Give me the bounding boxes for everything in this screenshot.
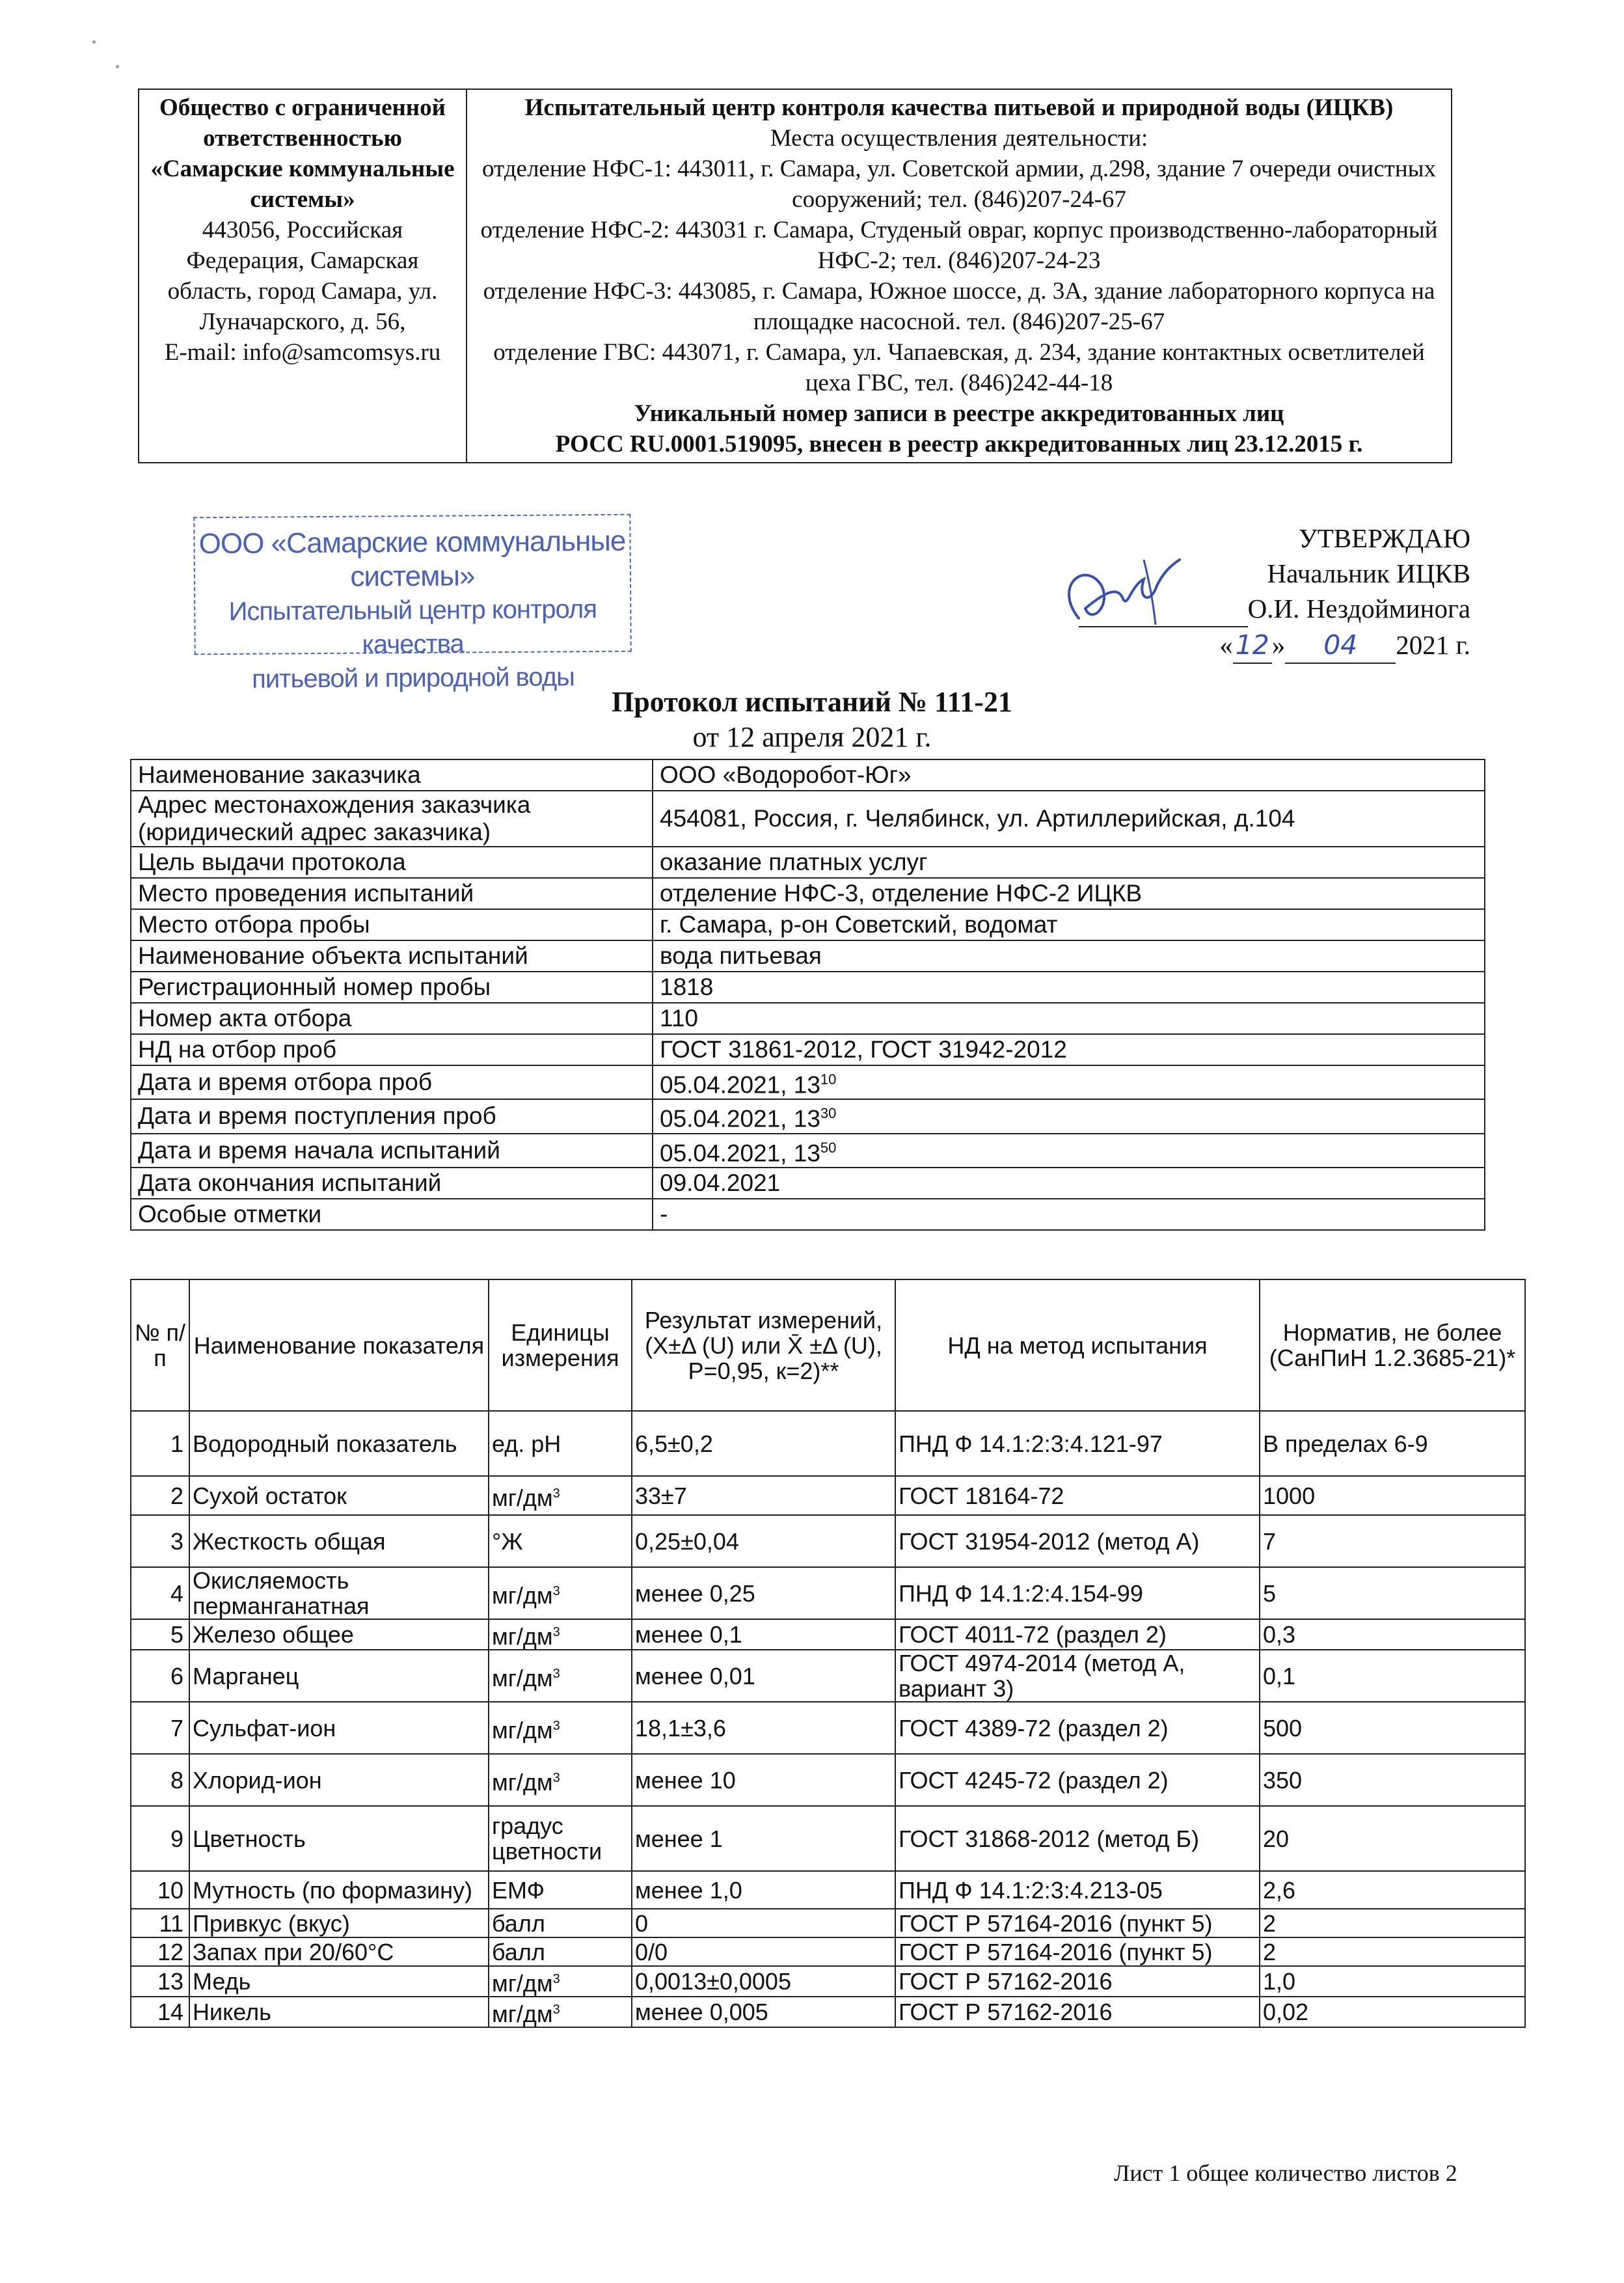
result-method: ГОСТ 31868-2012 (метод Б)	[895, 1806, 1260, 1871]
result-number: 14	[131, 1997, 189, 2027]
result-row	[131, 1754, 1525, 1806]
info-row	[131, 1034, 1485, 1065]
letterhead-table	[138, 89, 1452, 463]
unit-exponent: 3	[552, 1666, 560, 1681]
result-unit: $мг/дм^3$	[489, 1567, 632, 1619]
page-counter: Лист 1 общее количество листов 2	[1114, 2160, 1457, 2186]
stamp-line-3: питьевой и природной воды	[252, 663, 575, 694]
result-indicator: Медь	[189, 1966, 489, 1997]
result-row	[131, 1650, 1525, 1702]
result-unit: балл	[489, 1909, 632, 1937]
col-unit: Единицы измерения	[489, 1279, 632, 1411]
approval-day: 12	[1233, 627, 1272, 664]
result-norm: 0,1	[1260, 1650, 1525, 1702]
protocol-heading	[0, 685, 1624, 755]
result-row	[131, 1966, 1525, 1997]
info-value: вода питьевая	[653, 940, 1485, 972]
info-value: 1818	[653, 972, 1485, 1003]
result-value: менее 1,0	[632, 1871, 895, 1909]
result-row	[131, 1997, 1525, 2027]
registry-value: РОСС RU.0001.519095, внесен в реестр аккредитованных лиц 23.12.2015 г.	[555, 431, 1363, 458]
test-center-title: Испытательный центр контроля качества питьевой и природной воды (ИЦКВ)	[524, 94, 1394, 121]
result-indicator: Марганец	[189, 1650, 489, 1702]
result-value: менее 0,01	[632, 1650, 895, 1702]
result-indicator: Привкус (вкус)	[189, 1909, 489, 1937]
time-minutes: 50	[820, 1139, 837, 1156]
info-row	[131, 972, 1485, 1003]
result-norm: 0,3	[1260, 1619, 1525, 1650]
result-number: 6	[131, 1650, 189, 1702]
result-method: ГОСТ 31954-2012 (метод А)	[895, 1515, 1260, 1567]
result-norm: 2	[1260, 1909, 1525, 1937]
info-label: Адрес местонахождения заказчика (юридический адрес заказчика)	[131, 791, 653, 847]
info-label: Номер акта отбора	[131, 1003, 653, 1034]
result-norm: 5	[1260, 1567, 1525, 1619]
result-method: ГОСТ 4245-72 (раздел 2)	[895, 1754, 1260, 1806]
info-label: Цель выдачи протокола	[131, 847, 653, 878]
result-row	[131, 1515, 1525, 1567]
info-label: Наименование заказчика	[131, 759, 653, 791]
result-row	[131, 1909, 1525, 1937]
result-number: 12	[131, 1937, 189, 1966]
info-value: ООО «Водоробот-Юг»	[653, 759, 1485, 791]
result-row	[131, 1806, 1525, 1871]
result-value: менее 10	[632, 1754, 895, 1806]
result-number: 1	[131, 1411, 189, 1476]
result-method: ГОСТ Р 57164-2016 (пункт 5)	[895, 1937, 1260, 1966]
info-row	[131, 1134, 1485, 1168]
test-center-cell	[467, 89, 1452, 463]
result-value: менее 1	[632, 1806, 895, 1871]
info-label: Особые отметки	[131, 1199, 653, 1230]
test-results-table	[130, 1279, 1526, 2028]
info-label: Регистрационный номер пробы	[131, 972, 653, 1003]
stamp-line-1: ООО «Самарские коммунальные системы»	[198, 525, 626, 593]
result-row	[131, 1476, 1525, 1515]
info-label: Дата и время поступления проб	[131, 1099, 653, 1133]
unit-exponent: 3	[552, 2003, 560, 2017]
result-value: 33±7	[632, 1476, 895, 1515]
info-value: 05.04.2021, $13^{50}$	[653, 1134, 1485, 1168]
info-row	[131, 1199, 1485, 1230]
result-norm: 350	[1260, 1754, 1525, 1806]
col-method: НД на метод испытания	[895, 1279, 1260, 1411]
info-value: 05.04.2021, $13^{10}$	[653, 1065, 1485, 1099]
result-method: ГОСТ Р 57162-2016	[895, 1997, 1260, 2027]
results-header-row	[131, 1279, 1525, 1411]
result-unit: $мг/дм^3$	[489, 1619, 632, 1650]
result-unit: $мг/дм^3$	[489, 1997, 632, 2027]
result-number: 5	[131, 1619, 189, 1650]
department-nfs3: отделение НФС-3: 443085, г. Самара, Южное шоссе, д. 3А, здание лабораторного корпуса на площадке насосной. тел. (846)207-25-67	[483, 278, 1435, 335]
result-row	[131, 1937, 1525, 1966]
stamp-line-2: Испытательный центр контроля качества	[228, 595, 597, 659]
result-number: 10	[131, 1871, 189, 1909]
result-method: ГОСТ Р 57164-2016 (пункт 5)	[895, 1909, 1260, 1937]
result-norm: 2	[1260, 1937, 1525, 1966]
result-value: менее 0,1	[632, 1619, 895, 1650]
organization-stamp	[193, 514, 631, 694]
info-value: 05.04.2021, $13^{30}$	[653, 1099, 1485, 1133]
result-indicator: Сульфат-ион	[189, 1702, 489, 1754]
info-label: Дата и время отбора проб	[131, 1065, 653, 1099]
department-gvs: отделение ГВС: 443071, г. Самара, ул. Чапаевская, д. 234, здание контактных осветлителей цеха ГВС, тел. (846)242-44-18	[493, 339, 1425, 396]
activity-places-label: Места осуществления деятельности:	[770, 125, 1148, 152]
result-value: 0	[632, 1909, 895, 1937]
organization-name: Общество с ограниченной ответственностью «Самарские коммунальные системы»	[150, 94, 455, 213]
info-row	[131, 791, 1485, 847]
result-row	[131, 1567, 1525, 1619]
result-unit: $мг/дм^3$	[489, 1754, 632, 1806]
approver-position: Начальник ИЦКВ	[1267, 558, 1470, 588]
result-row	[131, 1702, 1525, 1754]
result-indicator: Жесткость общая	[189, 1515, 489, 1567]
result-unit: градус цветности	[489, 1806, 632, 1871]
protocol-title: Протокол испытаний № 111-21	[612, 686, 1012, 718]
result-number: 13	[131, 1966, 189, 1997]
protocol-date: от 12 апреля 2021 г.	[692, 721, 932, 753]
info-value: 09.04.2021	[653, 1168, 1485, 1199]
result-unit: ЕМФ	[489, 1871, 632, 1909]
result-indicator: Запах при 20/60°С	[189, 1937, 489, 1966]
result-unit: ед. рН	[489, 1411, 632, 1476]
approval-month: 04	[1285, 627, 1396, 664]
time-minutes: 10	[820, 1071, 837, 1087]
info-row	[131, 1003, 1485, 1034]
col-indicator: Наименование показателя	[189, 1279, 489, 1411]
result-method: ГОСТ 4389-72 (раздел 2)	[895, 1702, 1260, 1754]
info-row	[131, 1168, 1485, 1199]
result-norm: 1000	[1260, 1476, 1525, 1515]
sample-info-table	[130, 759, 1485, 1231]
unit-exponent: 3	[552, 1718, 560, 1733]
info-value: 110	[653, 1003, 1485, 1034]
result-row	[131, 1411, 1525, 1476]
info-row	[131, 847, 1485, 878]
col-norm: Норматив, не более (СанПиН 1.2.3685-21)*	[1260, 1279, 1525, 1411]
result-indicator: Железо общее	[189, 1619, 489, 1650]
result-value: 0,25±0,04	[632, 1515, 895, 1567]
time-minutes: 30	[820, 1105, 837, 1122]
approval-date: «12» 04 2021 г.	[1079, 627, 1470, 664]
result-method: ГОСТ 4011-72 (раздел 2)	[895, 1619, 1260, 1650]
result-method: ПНД Ф 14.1:2:3:4.213-05	[895, 1871, 1260, 1909]
unit-exponent: 3	[552, 1486, 560, 1501]
unit-exponent: 3	[552, 1972, 560, 1986]
result-unit: $мг/дм^3$	[489, 1650, 632, 1702]
result-unit: $мг/дм^3$	[489, 1476, 632, 1515]
result-norm: 0,02	[1260, 1997, 1525, 2027]
info-row	[131, 909, 1485, 940]
organization-address: 443056, Российская Федерация, Самарская область, город Самара, ул. Луначарского, д. 56,	[167, 217, 438, 335]
approver-name: О.И. Нездойминога	[1247, 594, 1470, 623]
department-nfs2: отделение НФС-2: 443031 г. Самара, Студеный овраг, корпус производственно-лабораторный НФС-2; тел. (846)207-24-23	[480, 217, 1438, 274]
col-result: Результат измерений, (X±Δ (U) или X̄ ±Δ (U), Р=0,95, к=2)**	[632, 1279, 895, 1411]
result-number: 8	[131, 1754, 189, 1806]
result-value: 6,5±0,2	[632, 1411, 895, 1476]
info-row	[131, 1065, 1485, 1099]
info-value: г. Самара, р-он Советский, водомат	[653, 909, 1485, 940]
approval-block	[1079, 521, 1470, 664]
result-unit: $мг/дм^3$	[489, 1966, 632, 1997]
registry-label: Уникальный номер записи в реестре аккредитованных лиц	[634, 400, 1284, 427]
result-number: 3	[131, 1515, 189, 1567]
info-row	[131, 759, 1485, 791]
result-number: 2	[131, 1476, 189, 1515]
result-norm: В пределах 6-9	[1260, 1411, 1525, 1476]
info-label: НД на отбор проб	[131, 1034, 653, 1065]
department-nfs1: отделение НФС-1: 443011, г. Самара, ул. Советской армии, д.298, здание 7 очереди очистных сооружений; тел. (846)207-24-67	[482, 156, 1436, 213]
info-label: Наименование объекта испытаний	[131, 940, 653, 972]
result-value: менее 0,005	[632, 1997, 895, 2027]
info-row	[131, 940, 1485, 972]
organization-email: E-mail: info@samcomsys.ru	[164, 339, 441, 366]
result-method: ПНД Ф 14.1:2:3:4.121-97	[895, 1411, 1260, 1476]
result-number: 9	[131, 1806, 189, 1871]
result-unit: балл	[489, 1937, 632, 1966]
result-indicator: Цветность	[189, 1806, 489, 1871]
approve-heading: УТВЕРЖДАЮ	[1298, 523, 1470, 553]
info-value: ГОСТ 31861-2012, ГОСТ 31942-2012	[653, 1034, 1485, 1065]
result-norm: 20	[1260, 1806, 1525, 1871]
result-unit: $мг/дм^3$	[489, 1702, 632, 1754]
info-label: Дата и время начала испытаний	[131, 1134, 653, 1168]
result-value: менее 0,25	[632, 1567, 895, 1619]
info-value: оказание платных услуг	[653, 847, 1485, 878]
result-indicator: Окисляемость перманганатная	[189, 1567, 489, 1619]
result-number: 7	[131, 1702, 189, 1754]
scan-speck	[92, 40, 96, 44]
result-indicator: Никель	[189, 1997, 489, 2027]
info-value: -	[653, 1199, 1485, 1230]
result-number: 11	[131, 1909, 189, 1937]
result-indicator: Водородный показатель	[189, 1411, 489, 1476]
result-value: 0/0	[632, 1937, 895, 1966]
result-unit: °Ж	[489, 1515, 632, 1567]
result-method: ГОСТ 4974-2014 (метод А, вариант 3)	[895, 1650, 1260, 1702]
result-norm: 2,6	[1260, 1871, 1525, 1909]
info-label: Дата окончания испытаний	[131, 1168, 653, 1199]
result-indicator: Хлорид-ион	[189, 1754, 489, 1806]
result-method: ГОСТ 18164-72	[895, 1476, 1260, 1515]
result-row	[131, 1619, 1525, 1650]
result-row	[131, 1871, 1525, 1909]
unit-exponent: 3	[552, 1583, 560, 1598]
result-indicator: Мутность (по формазину)	[189, 1871, 489, 1909]
unit-exponent: 3	[552, 1770, 560, 1785]
result-method: ГОСТ Р 57162-2016	[895, 1966, 1260, 1997]
info-value: отделение НФС-3, отделение НФС-2 ИЦКВ	[653, 878, 1485, 909]
result-norm: 1,0	[1260, 1966, 1525, 1997]
result-value: 18,1±3,6	[632, 1702, 895, 1754]
result-indicator: Сухой остаток	[189, 1476, 489, 1515]
result-number: 4	[131, 1567, 189, 1619]
col-number: № п/п	[131, 1279, 189, 1411]
unit-exponent: 3	[552, 1625, 560, 1639]
info-row	[131, 1099, 1485, 1133]
approval-year: 2021 г.	[1396, 630, 1470, 660]
result-norm: 7	[1260, 1515, 1525, 1567]
organization-cell	[139, 89, 467, 463]
info-label: Место отбора пробы	[131, 909, 653, 940]
result-value: 0,0013±0,0005	[632, 1966, 895, 1997]
info-value: 454081, Россия, г. Челябинск, ул. Артиллерийская, д.104	[653, 791, 1485, 847]
scan-speck	[116, 65, 119, 68]
result-method: ПНД Ф 14.1:2:4.154-99	[895, 1567, 1260, 1619]
info-row	[131, 878, 1485, 909]
info-label: Место проведения испытаний	[131, 878, 653, 909]
result-norm: 500	[1260, 1702, 1525, 1754]
